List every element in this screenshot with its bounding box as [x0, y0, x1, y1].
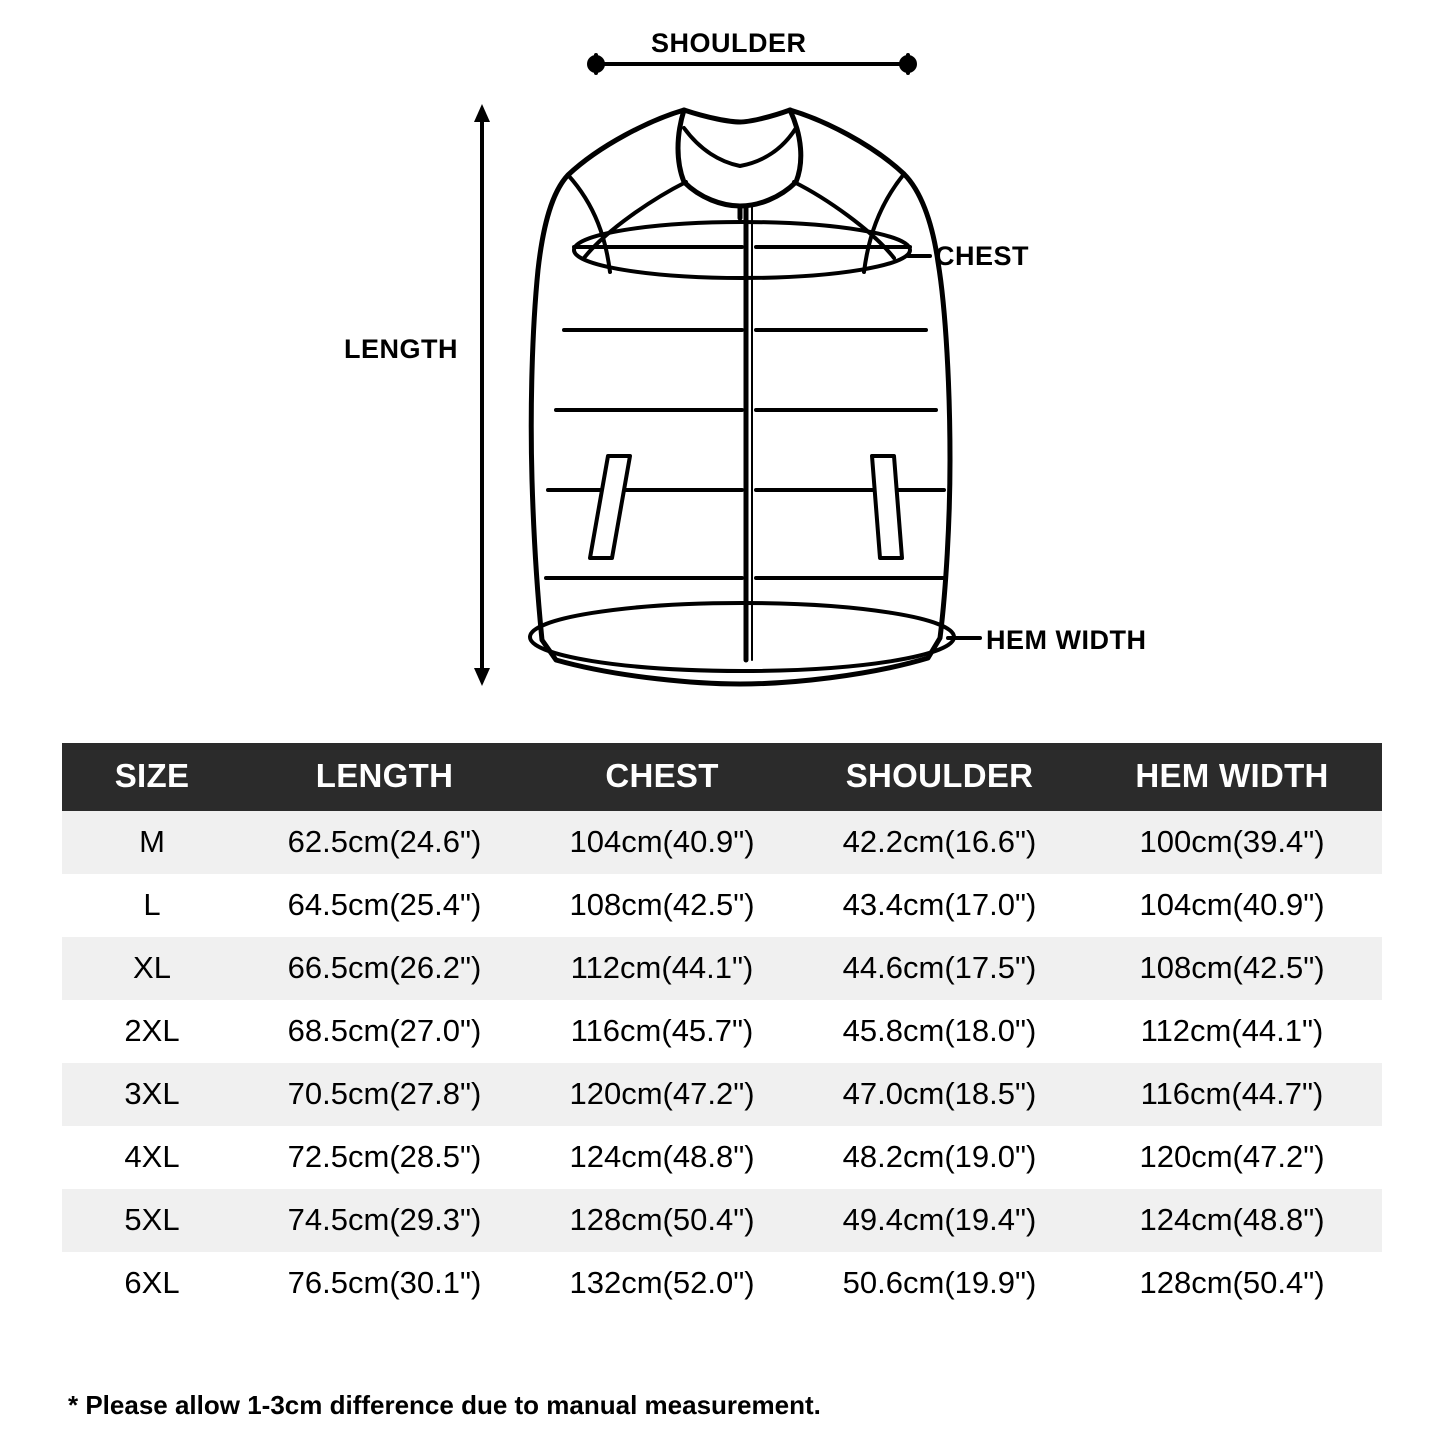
cell-chest: 108cm(42.5")	[569, 887, 755, 922]
measurement-note: * Please allow 1-3cm difference due to manual measurement.	[68, 1390, 821, 1420]
cell-size: 3XL	[124, 1076, 180, 1111]
cell-hem-width: 116cm(44.7")	[1140, 1076, 1324, 1111]
cell-size: XL	[133, 950, 171, 985]
vest-illustration	[0, 0, 1445, 720]
cell-shoulder: 48.2cm(19.0")	[842, 1139, 1037, 1174]
length-arrow	[474, 104, 490, 686]
cell-length: 70.5cm(27.8")	[287, 1076, 482, 1111]
cell-hem-width: 100cm(39.4")	[1139, 824, 1325, 859]
cell-shoulder: 44.6cm(17.5")	[842, 950, 1037, 985]
table-row	[62, 1126, 1382, 1189]
cell-shoulder: 43.4cm(17.0")	[842, 887, 1037, 922]
vest-collar	[678, 110, 801, 206]
table-row	[62, 1252, 1382, 1315]
label-length: LENGTH	[344, 334, 458, 364]
cell-size: 4XL	[124, 1139, 180, 1174]
cell-chest: 124cm(48.8")	[569, 1139, 755, 1174]
table-row	[62, 1063, 1382, 1126]
size-table-wrapper	[62, 743, 1382, 1315]
col-header-size: SIZE	[62, 743, 242, 811]
cell-size: 5XL	[124, 1202, 180, 1237]
cell-length: 74.5cm(29.3")	[287, 1202, 482, 1237]
cell-size: L	[143, 887, 161, 922]
cell-chest: 132cm(52.0")	[569, 1265, 755, 1300]
cell-length: 68.5cm(27.0")	[287, 1013, 482, 1048]
col-header-hem-width: HEM WIDTH	[1082, 743, 1382, 811]
cell-hem-width: 120cm(47.2")	[1139, 1139, 1325, 1174]
cell-length: 64.5cm(25.4")	[287, 887, 482, 922]
cell-length: 72.5cm(28.5")	[287, 1139, 482, 1174]
col-header-chest: CHEST	[527, 743, 797, 811]
cell-hem-width: 124cm(48.8")	[1139, 1202, 1325, 1237]
cell-size: 2XL	[124, 1013, 180, 1048]
garment-diagram	[0, 0, 1445, 720]
col-header-shoulder: SHOULDER	[797, 743, 1082, 811]
cell-length: 76.5cm(30.1")	[287, 1265, 482, 1300]
cell-shoulder: 45.8cm(18.0")	[842, 1013, 1037, 1048]
cell-length: 66.5cm(26.2")	[287, 950, 482, 985]
cell-hem-width: 112cm(44.1")	[1140, 1013, 1324, 1048]
label-shoulder: SHOULDER	[651, 28, 807, 58]
cell-chest: 128cm(50.4")	[569, 1202, 755, 1237]
table-header-row	[62, 743, 1382, 811]
label-chest: CHEST	[935, 241, 1030, 271]
cell-chest: 120cm(47.2")	[569, 1076, 755, 1111]
cell-chest: 116cm(45.7")	[570, 1013, 754, 1048]
cell-hem-width: 104cm(40.9")	[1139, 887, 1325, 922]
cell-shoulder: 47.0cm(18.5")	[842, 1076, 1037, 1111]
table-row	[62, 874, 1382, 937]
cell-chest: 112cm(44.1")	[570, 950, 754, 985]
cell-shoulder: 42.2cm(16.6")	[842, 824, 1037, 859]
cell-length: 62.5cm(24.6")	[287, 824, 482, 859]
table-row	[62, 937, 1382, 1000]
cell-hem-width: 108cm(42.5")	[1139, 950, 1325, 985]
table-row	[62, 811, 1382, 874]
cell-shoulder: 49.4cm(19.4")	[842, 1202, 1037, 1237]
cell-size: M	[139, 824, 165, 859]
cell-hem-width: 128cm(50.4")	[1139, 1265, 1325, 1300]
col-header-length: LENGTH	[242, 743, 527, 811]
size-table	[62, 743, 1382, 1315]
table-row	[62, 1000, 1382, 1063]
table-row	[62, 1189, 1382, 1252]
cell-size: 6XL	[124, 1265, 180, 1300]
label-hem-width: HEM WIDTH	[986, 625, 1147, 655]
cell-shoulder: 50.6cm(19.9")	[842, 1265, 1037, 1300]
cell-chest: 104cm(40.9")	[569, 824, 755, 859]
